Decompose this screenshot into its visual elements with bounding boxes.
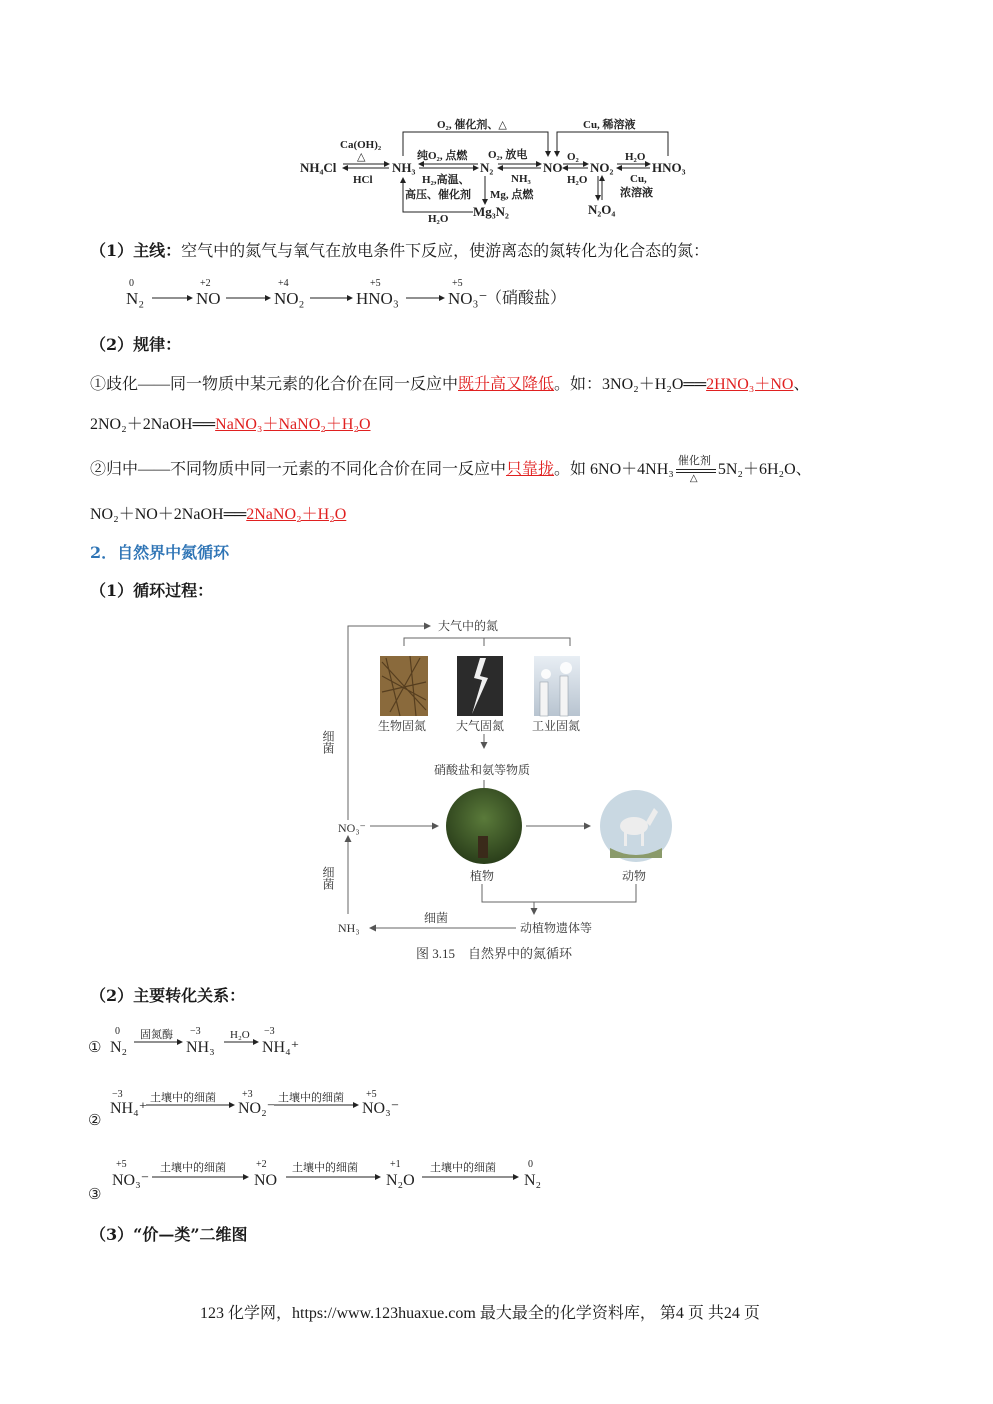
fig-ind-fix: 工业固氮 [532,719,581,733]
r2-species-1: NH₄⁺ [110,1100,148,1117]
chain-species-1: N₂ [126,289,145,308]
r3-val-2: +2 [256,1159,267,1170]
r2-cond-2: 土壤中的细菌 [278,1092,344,1104]
r1-num: ① [88,1040,102,1056]
cond-hcl: HCl [353,174,373,186]
r2-species-2: NO₂⁻ [238,1100,276,1117]
r1-val-2: −3 [190,1026,201,1037]
r3-species-4: N₂ [524,1172,542,1189]
r2-species-3: NO₃⁻ [362,1100,400,1117]
r2-num: ② [88,1113,102,1129]
fig-animal: 动物 [622,869,647,883]
r1-val-3: −3 [264,1026,275,1037]
r3-species-1: NO₃⁻ [112,1172,150,1189]
cond-o2: O₂ [567,151,579,163]
catalyst-label: 催化剂 [677,455,711,468]
chain-species-5: NO₃⁻ [448,289,488,308]
r1-val-1: 0 [115,1026,120,1037]
fig-remains: 动植物遗体等 [520,921,593,935]
fig-atmosphere: 大气中的氮 [438,619,499,633]
cond-mg-burn: Mg, 点燃 [490,189,534,201]
disproportionation-line [90,371,809,394]
r2b-pre: NO₂＋NO＋2NaOH══ [90,506,247,523]
cond-o2-discharge: O₂, 放电 [488,149,528,161]
cond-h2o-1: H₂O [625,151,646,163]
section-2-title: 2．自然界中氮循环 [90,543,230,562]
chain-val-4: +5 [370,278,381,289]
r1-end: 、 [793,376,810,393]
r3-species-2: NO [254,1172,278,1189]
r1b-answer: NaNO₃＋NaNO₂＋H₂O [215,416,371,433]
oxidation-chain [120,272,580,312]
chain-species-3: NO₂ [274,289,305,308]
heat-label: △ [689,473,698,485]
r1-mid: 。如：3NO₂＋H₂O══ [554,376,707,393]
nitrogen-cycle-figure [320,612,680,964]
cond-o2-catalyst: O₂, 催化剂、△ [437,119,507,131]
chain-val-1: 0 [129,278,134,289]
chain-species-4: HNO₃ [356,289,399,308]
r1-species-1: N₂ [110,1039,128,1056]
nitrogen-transformation-diagram [295,112,705,224]
species-no2: NO₂ [590,160,614,175]
page-footer: 123 化学网，https://www.123huaxue.com 最大最全的化学资料库， 第4 页 共24 页 [200,1305,760,1322]
species-mg3n2: Mg₃N₂ [473,204,509,219]
figure-caption: 图 3.15 自然界中的氮循环 [416,946,573,961]
r3-cond-1: 土壤中的细菌 [160,1162,226,1174]
fig-nitrate: 硝酸盐和氨等物质 [434,763,531,777]
cond-nh3: NH₃ [511,173,531,185]
species-n2: N₂ [480,160,494,175]
species-nh4cl: NH₄Cl [300,160,337,175]
r2-pre: ②归中——不同物质中同一元素的不同化合价在同一反应中 [90,461,507,478]
fig-bacteria-bottom: 细菌 [424,911,449,925]
r1-species-2: NH₃ [186,1039,215,1056]
chain-val-3: +4 [278,278,289,289]
chain-val-2: +2 [200,278,211,289]
r1-pre: ①歧化——同一物质中某元素的化合价在同一反应中 [90,376,459,393]
r3-num: ③ [88,1187,102,1203]
disproportionation-line-2 [90,411,371,434]
cond-delta: △ [357,151,366,163]
species-n2o4: N₂O₄ [588,202,616,217]
species-no: NO [543,160,563,175]
chain-species-2: NO [196,289,221,308]
cond-caoh2: Ca(OH)₂ [340,139,382,151]
r2b-answer: 2NaNO₂＋H₂O [246,506,347,523]
chain-val-5: +5 [452,278,463,289]
comproportionation-line-2 [90,501,346,524]
r2-val-2: +3 [242,1089,253,1100]
comproportionation-line [90,455,812,485]
fig-bio-fix: 生物固氮 [378,719,427,733]
relation-1 [88,1020,348,1060]
fig-atm-fix: 大气固氮 [456,719,505,733]
r1b-pre: 2NO₂＋2NaOH══ [90,416,216,433]
cond-cu-conc-1: Cu, [630,173,647,185]
r2-answer-1: 只靠拢 [506,461,555,478]
catalyst-condition [674,455,718,485]
fig-bacteria-upper: 细菌 [321,730,335,754]
fig-no3: NO₃⁻ [338,821,366,835]
cond-high-pressure: 高压、催化剂 [405,189,471,201]
relation-3 [88,1155,558,1203]
cond-h2o-2: H₂O [567,174,588,186]
r2-end: 5N₂＋6H₂O、 [717,461,812,478]
cond-cu-conc-2: 浓溶液 [620,187,653,199]
r1-species-3: NH₄⁺ [262,1039,300,1056]
r3-val-3: +1 [390,1159,401,1170]
relation-2 [88,1085,418,1129]
cond-h2-high-temp: H₂,高温、 [422,174,470,186]
fig-bacteria-lower: 细菌 [321,866,335,890]
main-line-text: 空气中的氮气与氧气在放电条件下反应，使游离态的氮转化为化合态的氮： [181,241,710,260]
r3-val-1: +5 [116,1159,127,1170]
species-nh3: NH₃ [392,160,416,175]
r1-cond-1: 固氮酶 [140,1029,173,1041]
r3-species-3: N₂O [386,1172,415,1189]
fig-nh3: NH₃ [338,921,360,935]
two-d-diagram-label: （3）“价—类”二维图 [90,1225,248,1244]
r1-answer-1: 既升高又降低 [458,376,555,393]
r2-val-1: −3 [112,1089,123,1100]
process-label: （1）循环过程： [90,581,214,600]
fig-plant: 植物 [470,869,495,883]
r3-val-4: 0 [528,1159,533,1170]
relation-label: （2）主要转化关系： [90,986,246,1005]
cond-h2o-3: H₂O [428,213,449,224]
r2-mid: 。如 6NO＋4NH₃ [554,461,674,478]
cond-cu-dilute: Cu, 稀溶液 [583,119,636,131]
main-line-paragraph [90,238,709,261]
chain-suffix: （硝酸盐） [486,290,567,307]
r1-answer-2: 2HNO₃＋NO [706,376,794,393]
r2-cond-1: 土壤中的细菌 [150,1092,216,1104]
r2-val-3: +5 [366,1089,377,1100]
main-line-label: （1）主线： [90,241,182,260]
r3-cond-2: 土壤中的细菌 [292,1162,358,1174]
rule-label: （2）规律： [90,335,182,354]
cond-pure-o2: 纯O₂, 点燃 [417,150,468,162]
r3-cond-3: 土壤中的细菌 [430,1162,496,1174]
species-hno3: HNO₃ [652,160,686,175]
r1-cond-2: H₂O [230,1029,250,1041]
